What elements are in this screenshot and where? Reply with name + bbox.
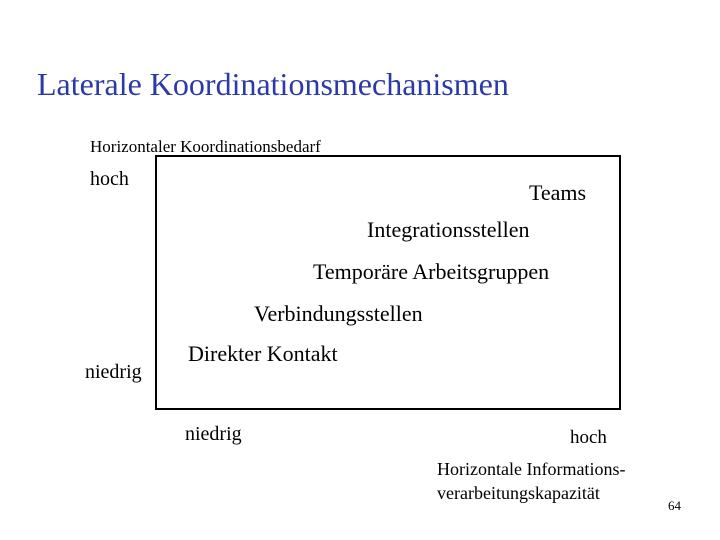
y-axis-high-label: hoch [90,168,129,190]
mechanism-liaison-roles: Verbindungsstellen [254,301,423,326]
x-axis-label [437,457,625,505]
x-axis-label-line2: verarbeitungskapazität [437,483,600,503]
slide-title: Laterale Koordinationsmechanismen [37,66,509,102]
y-axis-label: Horizontaler Koordinationsbedarf [90,137,321,156]
mechanism-temporary-task-forces: Temporäre Arbeitsgruppen [313,259,550,284]
x-axis-high-label: hoch [570,427,607,448]
mechanism-integration-positions: Integrationsstellen [367,217,530,242]
mechanism-direct-contact: Direkter Kontakt [188,341,338,366]
x-axis-label-line1: Horizontale Informations- [437,459,626,479]
page-number: 64 [668,498,681,513]
mechanism-teams: Teams [529,180,587,205]
x-axis-low-label: niedrig [185,423,242,445]
y-axis-low-label: niedrig [85,361,142,383]
